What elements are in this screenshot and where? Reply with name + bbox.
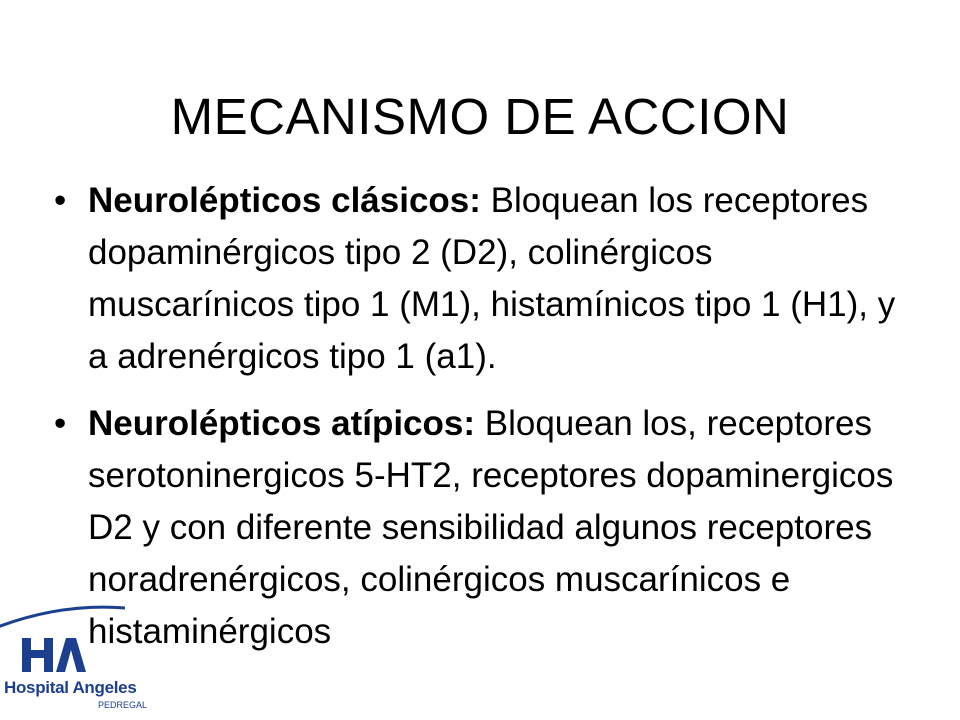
bullet-item-atypical — [52, 398, 912, 658]
bullet-text: Bloquean los, receptores serotoninergicos 5-HT2, receptores dopaminergicos D2 y con diferente sensibilidad algunos receptores noradrenérgicos, colinérgicos muscarínicos e histaminérgicos — [88, 404, 894, 651]
bullet-list — [52, 175, 912, 673]
bullet-text: Bloquean los receptores dopaminérgicos tipo 2 (D2), colinérgicos muscarínicos tipo 1 (M1), histamínicos tipo 1 (H1), y a adrenérgicos tipo 1 (a1). — [88, 181, 896, 376]
bullet-term: Neurolépticos atípicos: — [88, 404, 476, 443]
bullet-point-icon: • — [54, 404, 67, 443]
hospital-logo-subtitle: PEDREGAL — [98, 700, 148, 710]
bullet-term: Neurolépticos clásicos: — [88, 181, 481, 220]
slide-title: MECANISMO DE ACCION — [170, 88, 790, 145]
bullet-item-classic — [52, 175, 912, 383]
hospital-logo-name: Hospital Angeles — [4, 678, 137, 697]
bullet-point-icon: • — [54, 181, 67, 220]
